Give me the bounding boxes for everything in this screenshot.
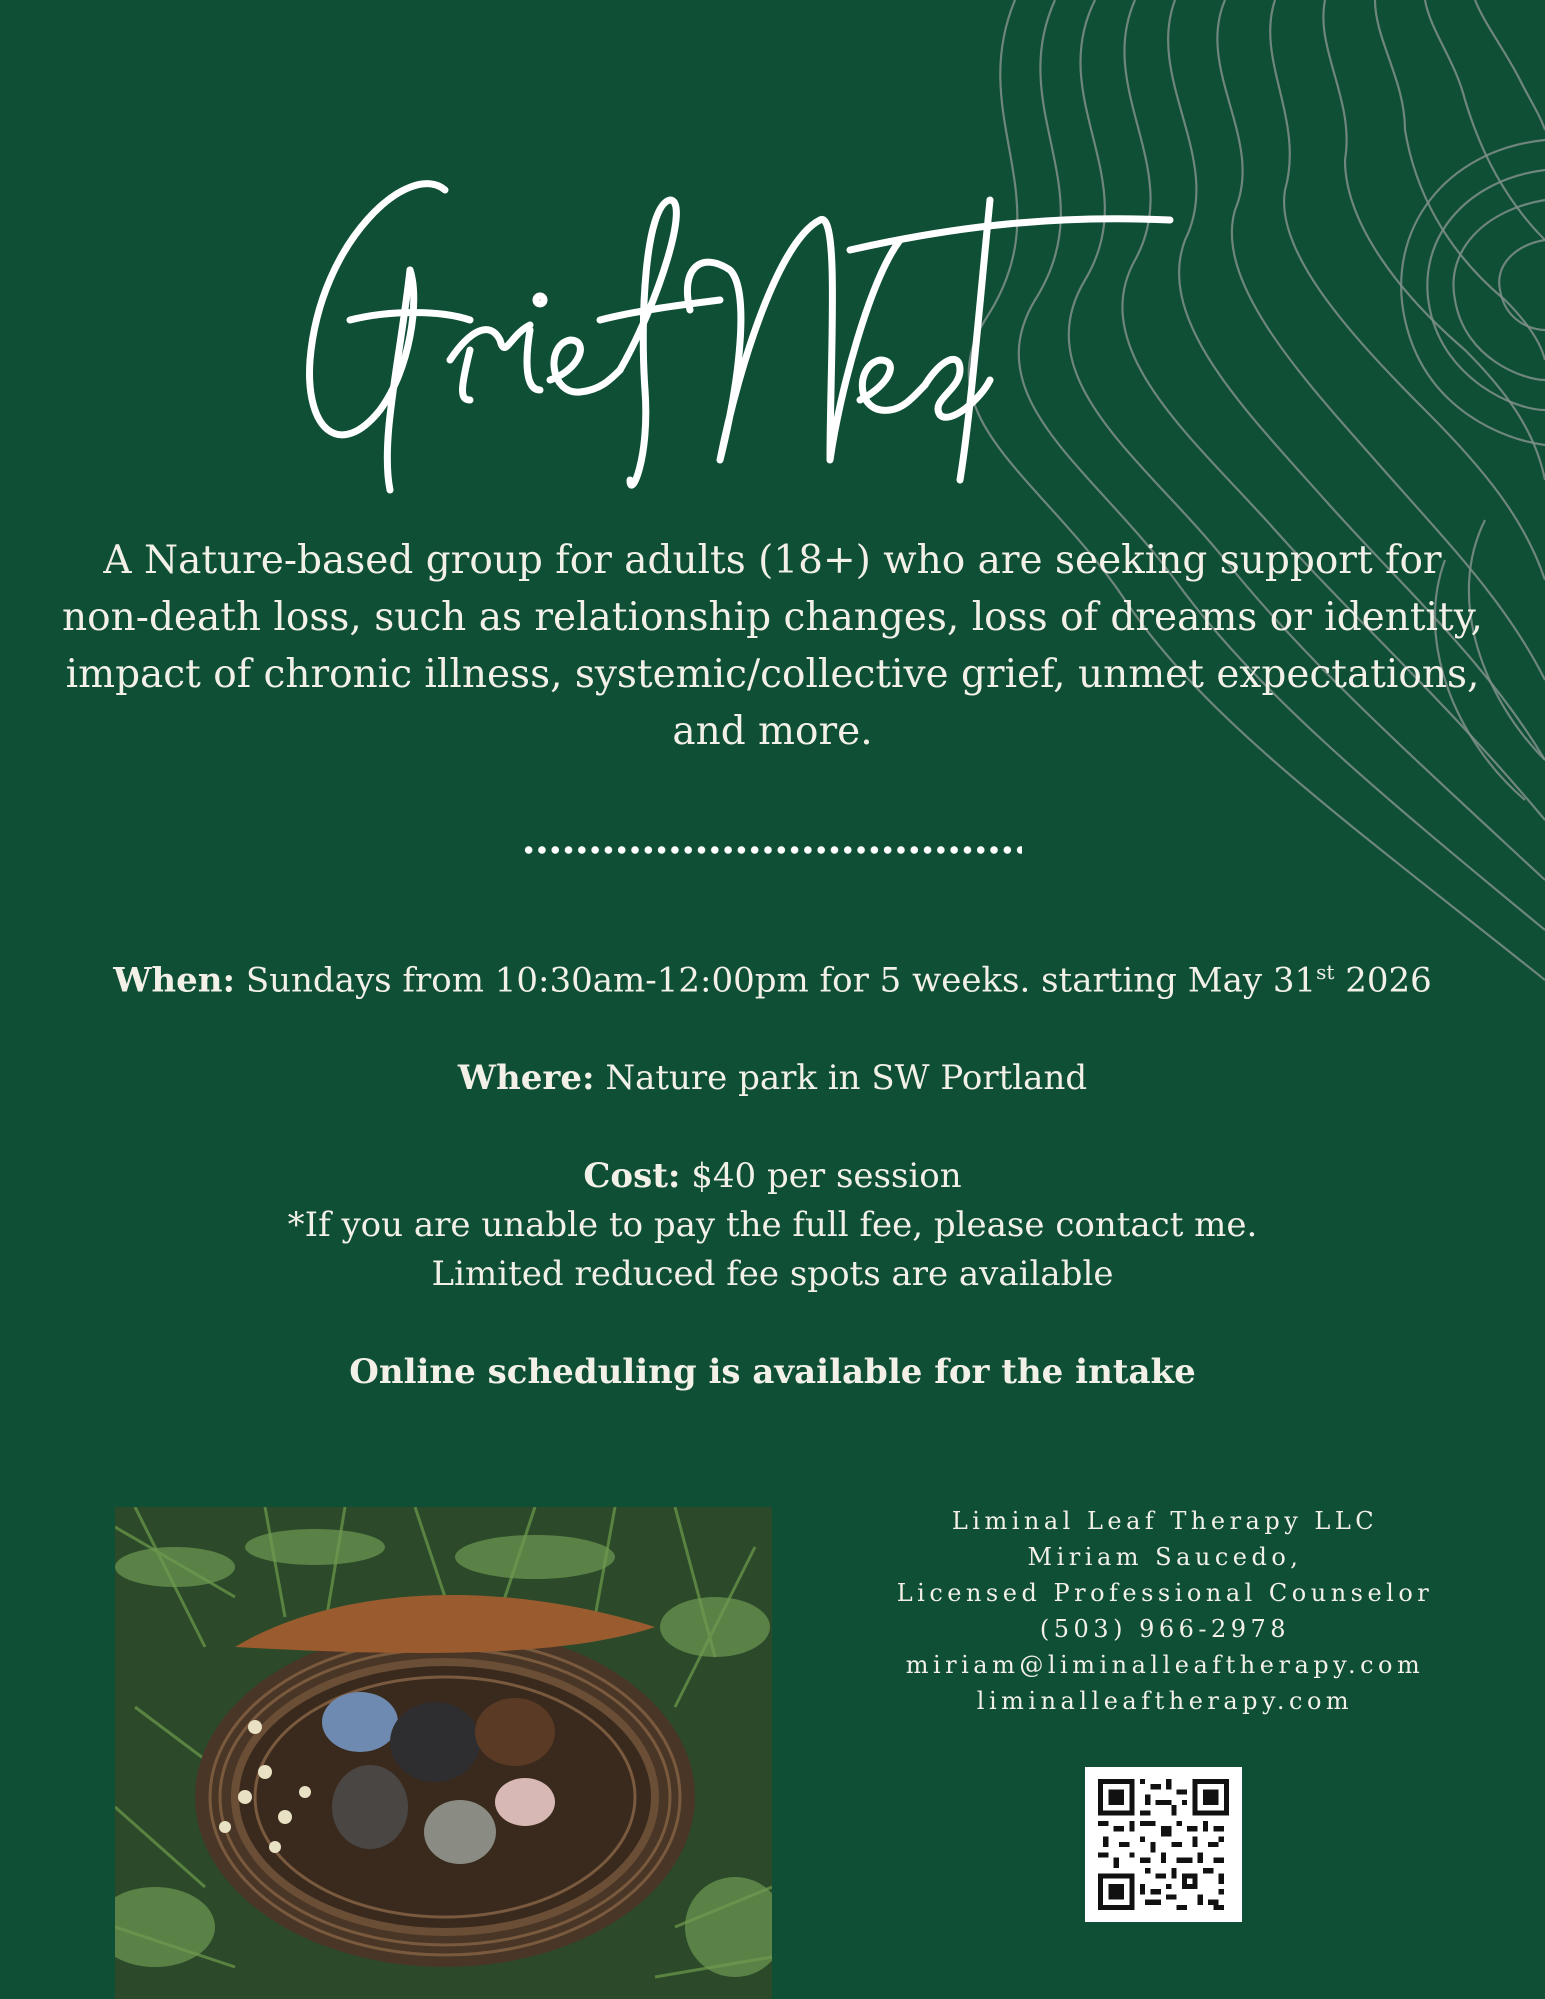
where-text: Nature park in SW Portland bbox=[605, 1058, 1088, 1099]
when-label: When: bbox=[113, 960, 236, 1001]
cost-line bbox=[0, 1152, 1545, 1201]
title-area bbox=[300, 160, 1340, 520]
cost-note-1: *If you are unable to pay the full fee, please contact me. bbox=[287, 1205, 1258, 1246]
intro-paragraph: A Nature-based group for adults (18+) who are seeking support for non-death loss, such as relationship changes, loss of dreams or identity, impact of chronic illness, systemic/collective grief, unmet expectations, and more. bbox=[62, 538, 1483, 754]
cost-label: Cost: bbox=[583, 1156, 681, 1197]
counselor-credential: Licensed Professional Counselor bbox=[896, 1579, 1434, 1607]
phone[interactable]: (503) 966-2978 bbox=[1039, 1615, 1291, 1643]
where-label: Where: bbox=[457, 1058, 595, 1099]
nest-photo bbox=[115, 1507, 772, 1999]
qr-code-pattern bbox=[1097, 1779, 1230, 1910]
when-line bbox=[0, 948, 1545, 1005]
counselor-name: Miriam Saucedo, bbox=[1027, 1543, 1303, 1571]
cost-text: $40 per session bbox=[691, 1156, 962, 1197]
where-line bbox=[0, 1054, 1545, 1103]
scheduling-note: Online scheduling is available for the intake bbox=[349, 1352, 1196, 1393]
cost-note-2: Limited reduced fee spots are available bbox=[431, 1254, 1114, 1295]
business-name: Liminal Leaf Therapy LLC bbox=[951, 1507, 1379, 1535]
when-year: 2026 bbox=[1345, 960, 1432, 1001]
when-text: Sundays from 10:30am-12:00pm for 5 weeks. starting May 31 bbox=[245, 960, 1317, 1001]
event-details bbox=[0, 948, 1545, 1397]
when-superscript: st bbox=[1316, 960, 1335, 984]
dotted-divider bbox=[522, 846, 1022, 854]
qr-code[interactable] bbox=[1085, 1767, 1242, 1922]
email[interactable]: miriam@liminalleaftherapy.com bbox=[905, 1651, 1425, 1679]
website[interactable]: liminalleaftherapy.com bbox=[976, 1687, 1354, 1715]
contact-block bbox=[820, 1503, 1510, 1719]
